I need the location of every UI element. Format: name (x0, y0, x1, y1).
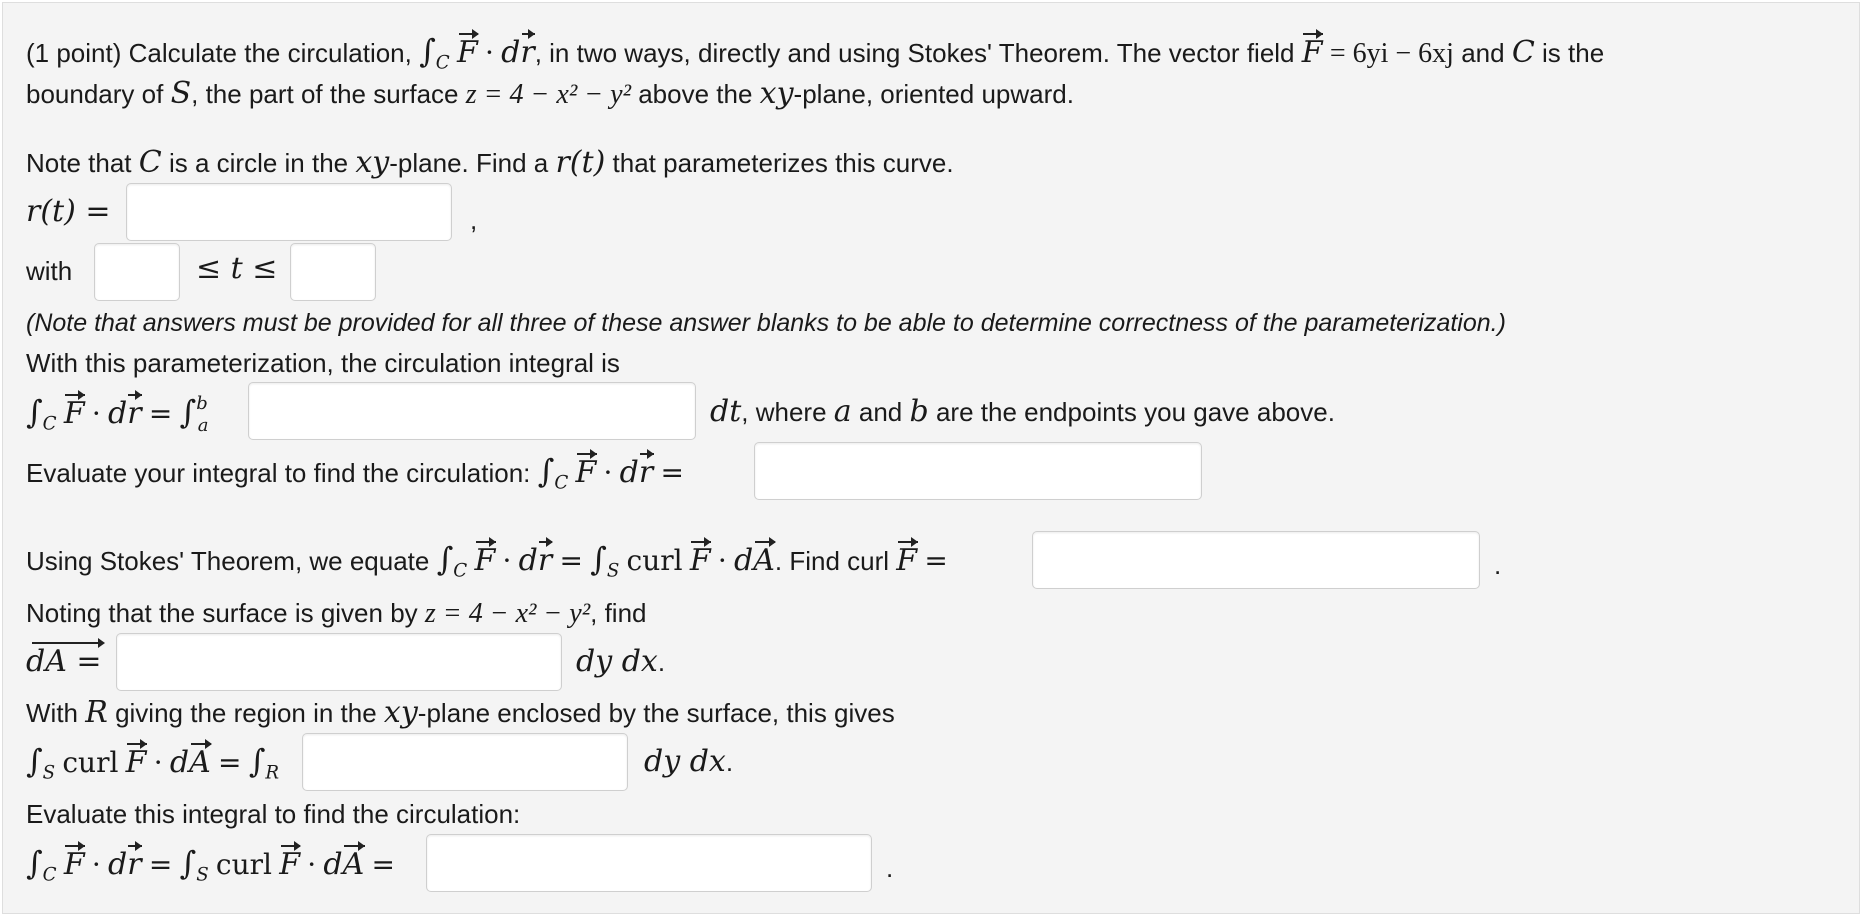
f-eq-2: = (371, 848, 395, 881)
f-curl: curl (215, 848, 272, 881)
int-1-eq: = (148, 397, 173, 430)
f-a: A (342, 847, 365, 882)
above-text: above the (638, 79, 753, 109)
f-f-2: F (279, 847, 301, 882)
st-f-2: F (689, 543, 711, 578)
leq-text: ≤ t ≤ (196, 251, 278, 286)
st-int-2: ∫ (590, 540, 607, 578)
note-xy: xy (355, 145, 390, 180)
t-upper-input[interactable] (291, 244, 375, 300)
intro-mid: in two ways, directly and using Stokes' Theorem. The vector field (549, 38, 1295, 68)
ci-dydx-period: . (725, 747, 734, 777)
r-label (26, 195, 110, 229)
symbol-xy: xy (759, 76, 794, 111)
t-lower-input[interactable] (95, 244, 179, 300)
eval-eq: = (660, 456, 684, 489)
noting-line (26, 596, 647, 631)
int-1-dot: · (91, 397, 101, 430)
int-1-sub: C (42, 413, 57, 435)
st-sub-c: C (453, 560, 468, 582)
f-int-2: ∫ (179, 844, 197, 882)
f-int-1: ∫ (26, 844, 43, 882)
int-1-d: d (108, 396, 128, 431)
st-dot-2: · (717, 544, 727, 577)
symbol-r: R (85, 695, 108, 730)
circulation-direct-input[interactable] (755, 443, 1201, 499)
dt-text: dt (710, 394, 742, 429)
find-curl-text: . Find curl (774, 546, 890, 576)
noting-eq: z = 4 − x² − y² (424, 598, 591, 629)
with-r-line (26, 696, 895, 730)
dt-where-line (710, 395, 1335, 429)
note-b: is a circle in the (168, 148, 349, 178)
r-t-input[interactable] (127, 184, 451, 240)
integral-line (26, 395, 218, 441)
dydx-text: dy dx (576, 644, 658, 679)
f-eq: = (148, 848, 173, 881)
field-equation: = 6yi − 6xj (1329, 38, 1454, 69)
eval-r: r (638, 455, 654, 490)
lower-limit-a: a (197, 415, 209, 436)
curl-integral-line (26, 744, 279, 790)
with-param-line (26, 346, 620, 380)
stokes-integrand-answer-box[interactable] (302, 733, 628, 791)
vector-f-2: F (1301, 35, 1323, 70)
stokes-line (26, 542, 948, 588)
t-upper-answer-box[interactable] (290, 243, 376, 301)
where-end: are the endpoints you gave above. (935, 397, 1335, 427)
st-dot: · (502, 544, 512, 577)
integrand-answer-box[interactable] (248, 382, 696, 440)
t-lower-answer-box[interactable] (94, 243, 180, 301)
curl-f-answer-box[interactable] (1032, 531, 1480, 589)
da-answer-box[interactable] (116, 633, 562, 691)
st-eq: = (559, 544, 583, 577)
comma-text: , (470, 205, 478, 235)
find-text: , find (590, 598, 647, 628)
int-1-f: F (63, 396, 85, 431)
evaluate-text: Evaluate your integral to find the circulation: (26, 458, 531, 488)
f-f: F (63, 847, 85, 882)
da-eq-label: dA = (26, 644, 102, 679)
st-curl: curl (626, 544, 683, 577)
surface-text: , the part of the surface (191, 79, 459, 109)
final-line (26, 846, 395, 892)
f-r: r (127, 847, 142, 882)
circulation-direct-answer-box[interactable] (754, 442, 1202, 500)
evaluate2-line (26, 797, 520, 831)
with-label (26, 254, 72, 288)
note-a: Note that (26, 148, 132, 178)
note-c-text: -plane. Find a (389, 148, 549, 178)
int-2: ∫ (179, 393, 197, 431)
int-1-r: r (127, 396, 142, 431)
vector-f: F (456, 35, 478, 70)
note-all-text: (Note that answers must be provided for all three of these answer blanks to be able to determine correctness of the parameterization.) (26, 309, 1506, 337)
eval-int: ∫ (537, 452, 555, 490)
with-param-text: With this parameterization, the circulation integral is (26, 348, 620, 378)
f-sub-c: C (42, 864, 57, 886)
ci-sub-r: R (265, 762, 280, 784)
circulation-stokes-input[interactable] (427, 835, 871, 891)
st-d: d (518, 543, 538, 578)
int-1: ∫ (26, 393, 43, 431)
f-sub-s: S (196, 864, 209, 886)
f-d: d (108, 847, 128, 882)
noting-text: Noting that the surface is given by (26, 598, 418, 628)
dot: · (485, 36, 494, 69)
integrand-input[interactable] (249, 383, 695, 439)
where-b: b (909, 394, 929, 429)
comma (470, 203, 477, 237)
st-f: F (474, 543, 496, 578)
with-r-a: With (26, 698, 78, 728)
and-text: and (1461, 38, 1505, 68)
with-r-b: giving the region in the (115, 698, 377, 728)
note-d: that parameterizes this curve. (612, 148, 954, 178)
with-r-xy: xy (383, 695, 418, 730)
st-r: r (537, 543, 553, 578)
ci-sub-s: S (42, 762, 56, 784)
final-period (886, 851, 893, 885)
ci-dydx-text: dy dx (644, 744, 726, 779)
integral-sign: ∫ (419, 32, 436, 70)
vector-r: r (520, 35, 535, 70)
symbol-s: S (170, 76, 192, 111)
note-all-blanks (26, 306, 1506, 340)
f-dot: · (91, 848, 101, 881)
eval-sub: C (554, 472, 569, 494)
ci-int: ∫ (26, 742, 43, 780)
evaluate2-text: Evaluate this integral to find the circulation: (26, 799, 521, 829)
circulation-stokes-answer-box[interactable] (426, 834, 872, 892)
where-a: a (833, 394, 852, 429)
eval-dot: · (603, 456, 613, 489)
stokes-integrand-input[interactable] (303, 734, 627, 790)
plane-text: -plane, oriented upward. (793, 79, 1074, 109)
st-a: A (753, 543, 775, 578)
with-text: with (26, 256, 73, 286)
da-label (26, 645, 102, 679)
st-sub-s: S (606, 560, 620, 582)
ci-curl: curl (62, 746, 119, 779)
st-int-1: ∫ (436, 540, 454, 578)
note-c: C (138, 145, 162, 180)
with-r-c: -plane enclosed by the surface, this gives (417, 698, 895, 728)
problem-line-1: (1 point) Calculate the circulation, $\int_C$ F · dr, in two ways, directly and using Stokes' Theorem. The vector field F = 6yi − 6xj and C is the (26, 32, 1605, 74)
st-d-2: d (734, 543, 754, 578)
r-eq-label: r(t) = (26, 194, 111, 229)
st-f-3: F (896, 543, 918, 578)
ci-dydx (644, 745, 733, 779)
dydx-period: . (657, 647, 666, 677)
d: d (501, 35, 521, 70)
problem-line-2 (26, 77, 1074, 112)
f-dot-2: · (307, 848, 317, 881)
is-the-text: is the (1542, 38, 1605, 68)
f-d-2: d (323, 847, 343, 882)
evaluate-line (26, 454, 684, 500)
note-line (26, 146, 954, 180)
symbol-c: C (1511, 35, 1535, 70)
ci-d: d (169, 745, 190, 780)
where-and: and (858, 397, 903, 427)
where-text: , where (741, 397, 827, 427)
eval-f: F (575, 455, 597, 490)
final-period-text: . (886, 853, 894, 883)
st-eq-2: = (924, 544, 948, 577)
ci-dot: · (153, 746, 163, 779)
ci-eq: = (218, 746, 242, 779)
curl-period (1494, 548, 1501, 582)
using-text: Using Stokes' Theorem, we equate (26, 546, 430, 576)
curl-f-input[interactable] (1033, 532, 1479, 588)
intro-text: (1 point) Calculate the circulation, (26, 38, 412, 68)
curl-period-text: . (1494, 550, 1502, 580)
eval-d: d (619, 455, 639, 490)
sub-c: C (435, 52, 450, 74)
surface-equation: z = 4 − x² − y² (465, 79, 631, 110)
boundary-text: boundary of (26, 79, 164, 109)
leq-label (196, 252, 277, 286)
r-of-t: r(t) (555, 145, 606, 180)
da-input[interactable] (117, 634, 561, 690)
ci-int-2: ∫ (248, 742, 266, 780)
ci-f: F (125, 745, 147, 780)
da-dydx (576, 645, 665, 679)
r-t-answer-box[interactable] (126, 183, 452, 241)
ci-a: A (189, 745, 211, 780)
upper-limit-b: b (196, 393, 208, 414)
